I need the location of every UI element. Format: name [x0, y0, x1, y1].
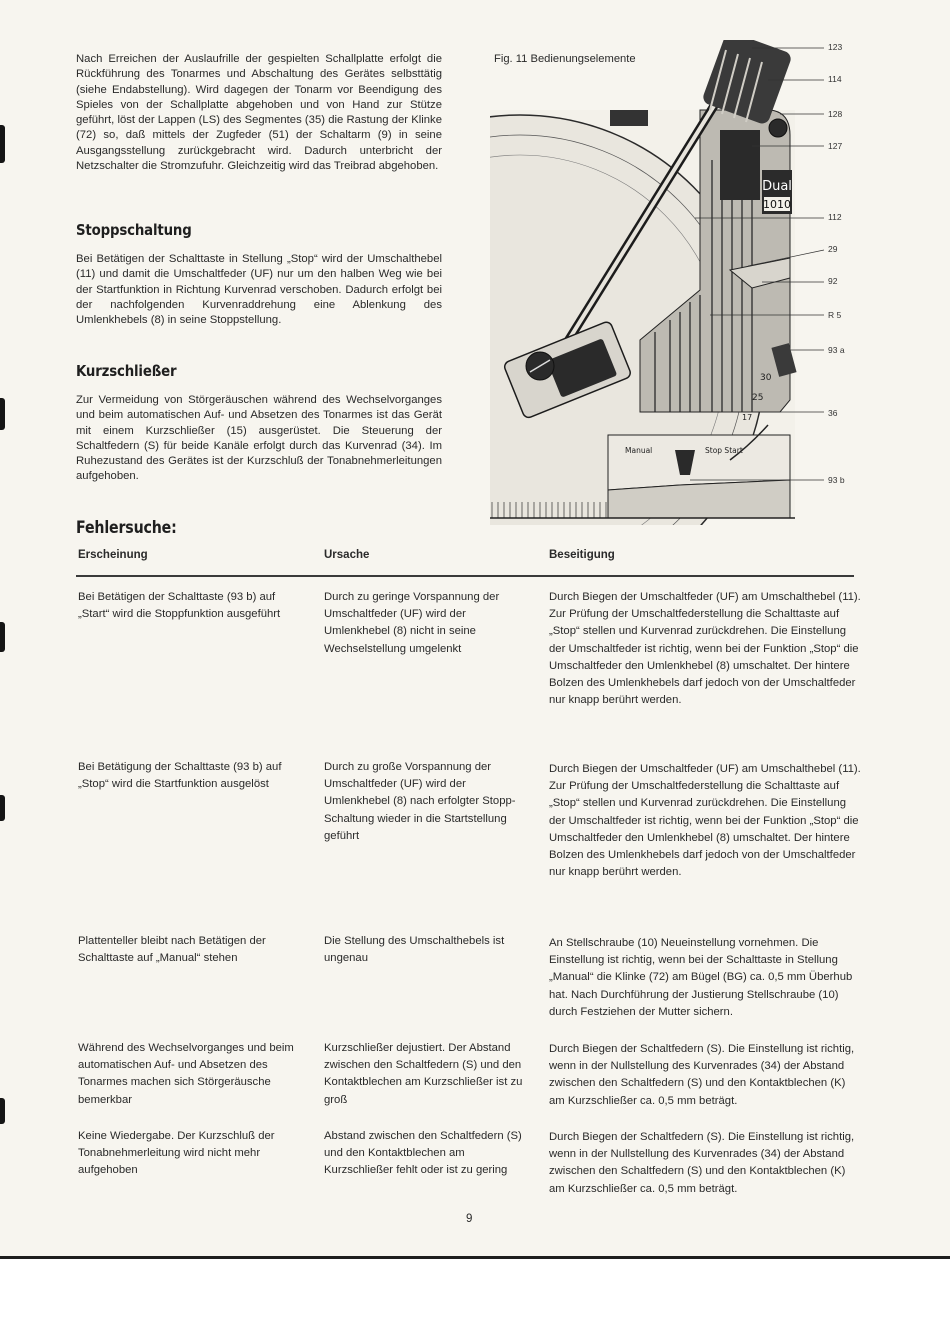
punch-hole-mark [0, 795, 5, 821]
figure-caption: Fig. 11 Bedienungselemente [494, 53, 636, 65]
manual-label: Manual [625, 446, 653, 455]
punch-hole-mark [0, 622, 5, 652]
adjust-knob [769, 119, 787, 137]
heading-kurzschliesser: Kurzschließer [76, 362, 177, 380]
scan-edge [0, 1256, 950, 1259]
table-row-1-ursache: Durch zu geringe Vorspannung der Umschaltfeder (UF) wird der Umlenkhebel (8) nicht in seine Wechselstellung umgelenkt [324, 591, 500, 655]
column-header-beseitigung: Beseitigung [549, 549, 615, 561]
table-header-rule [76, 575, 854, 577]
speed-label: 30 [760, 373, 772, 383]
kurzschliesser-text: Zur Vermeidung von Störgeräuschen während des Wechselvorganges und beim automatischen Auf- und Absetzen des Tonarmes ist das Gerät mit einem Kurzschließer (15) ausgerüstet. Die Steuerung der Schaltfedern (S) für beide Kanäle erfolgt durch das Kurvenrad (34). Im Ruhezustand des Gerätes ist der Kurzschluß der Tonabnehmerleitungen aufgehoben. [76, 394, 442, 483]
table-row-1-erscheinung: Bei Betätigen der Schalttaste (93 b) auf „Start“ wird die Stoppfunktion ausgeführt [78, 591, 281, 621]
heading-stoppschaltung: Stoppschaltung [76, 221, 192, 239]
page-number: 9 [466, 1213, 473, 1225]
callout-93b: 93 b [828, 475, 845, 485]
callout-36: 36 [828, 408, 838, 418]
table-row-2-beseitigung: Durch Biegen der Umschaltfeder (UF) am Umschalthebel (11). Zur Prüfung der Umschaltfederstellung die Schalttaste auf „Stop“ stellen und Kurvenrad zurückdrehen. Die Einstellung der Umschaltfeder ist richtig, wenn bei der Funktion „Stop“ die Umschaltfeder den Umlenkhebel (8) umschaltet. Der hintere Bolzen des Umlenkhebels darf jedoch von der Umschaltfeder nur knapp berührt werden. [549, 763, 861, 879]
callout-29: 29 [828, 244, 838, 254]
table-row-2-erscheinung: Bei Betätigung der Schalttaste (93 b) auf „Stop“ wird die Startfunktion ausgelöst [78, 761, 282, 791]
table-row-5-erscheinung: Keine Wiedergabe. Der Kurzschluß der Tonabnehmerleitung wird nicht mehr aufgehoben [78, 1130, 275, 1177]
model-number: 1010 [763, 198, 791, 211]
speed-label: 25 [752, 393, 764, 403]
table-row-4-erscheinung: Während des Wechselvorganges und beim automatischen Auf- und Absetzen des Tonarmes machen sich Störgeräusche bemerkbar [78, 1042, 294, 1106]
speed-label: 17 [742, 413, 753, 422]
table-row-3-beseitigung: An Stellschraube (10) Neueinstellung vornehmen. Die Einstellung ist richtig, wenn bei der Schalttaste in Stellung „Manual“ die Klinke (72) am Bügel (BG) ca. 0,5 mm Überhub hat. Nach Durchführung der Justierung Stellschraube (10) durch Festziehen der Mutter sichern. [549, 937, 853, 1018]
stop-start-label: Stop Start [705, 446, 743, 455]
table-row-2-ursache: Durch zu große Vorspannung der Umschaltfeder (UF) wird der Umlenkhebel (8) nach erfolgter Stopp-Schaltung wieder in die Startstellung geführt [324, 761, 516, 842]
tonearm-base [720, 130, 760, 200]
heading-fehlersuche: Fehlersuche: [76, 518, 177, 537]
table-row-3-ursache: Die Stellung des Umschalthebels ist ungenau [324, 935, 505, 965]
callout-123: 123 [828, 42, 843, 52]
turntable-figure [490, 40, 850, 525]
intro-paragraph: Nach Erreichen der Auslaufrille der gespielten Schallplatte erfolgt die Rückführung des Tonarmes und Abschaltung des Gerätes selbsttätig (siehe Endabstellung). Wird dagegen der Tonarm vor Beendigung des Spieles von der Schallplatte abgehoben und von Hand zur Stütze geführt, löst der Lappen (LS) des Segmentes (35) die Rastung der Klinke (72) so, daß mittels der Zugfeder (51) der Schaltarm (9) in seine Ausgangsstellung zurückgebracht wird. Dadurch unterbricht der Netzschalter die Stromzufuhr. Gleichzeitig wird das Treibrad abgehoben. [76, 53, 442, 173]
table-row-4-ursache: Kurzschließer dejustiert. Der Abstand zwischen den Schaltfedern (S) und den Kontaktblechen am Kurzschließer ist zu groß [324, 1042, 523, 1106]
punch-hole-mark [0, 1098, 5, 1124]
column-header-erscheinung: Erscheinung [78, 549, 148, 561]
rear-strip [610, 110, 648, 126]
callout-93a: 93 a [828, 345, 845, 355]
callout-127: 127 [828, 141, 843, 151]
callout-r5: R 5 [828, 310, 842, 320]
callout-112: 112 [828, 212, 842, 222]
punch-hole-mark [0, 398, 5, 430]
callout-114: 114 [828, 74, 842, 84]
punch-hole-mark [0, 125, 5, 163]
column-header-ursache: Ursache [324, 549, 370, 561]
table-row-5-beseitigung: Durch Biegen der Schaltfedern (S). Die Einstellung ist richtig, wenn in der Nullstellung des Kurvenrades (34) der Abstand zwischen den Schaltfedern (S) und den Kontaktblechen (K) am Kurzschließer ca. 0,5 mm beträgt. [549, 1131, 855, 1195]
callout-128: 128 [828, 109, 843, 119]
table-row-5-ursache: Abstand zwischen den Schaltfedern (S) und den Kontaktblechen am Kurzschließer fehlt oder ist zu gering [324, 1130, 522, 1177]
table-row-1-beseitigung: Durch Biegen der Umschaltfeder (UF) am Umschalthebel (11). Zur Prüfung der Umschaltfederstellung die Schalttaste auf „Stop“ stellen und Kurvenrad zurückdrehen. Die Einstellung der Umschaltfeder ist richtig, wenn bei der Funktion „Stop“ die Umschaltfeder den Umlenkhebel (8) umschaltet. Der hintere Bolzen des Umlenkhebels darf jedoch von der Umschaltfeder nur knapp berührt werden. [549, 591, 861, 707]
callout-92: 92 [828, 276, 838, 286]
brand-logo: Dual [762, 179, 792, 194]
table-row-3-erscheinung: Plattenteller bleibt nach Betätigen der Schalttaste auf „Manual“ stehen [78, 935, 266, 965]
table-row-4-beseitigung: Durch Biegen der Schaltfedern (S). Die Einstellung ist richtig, wenn in der Nullstellung des Kurvenrades (34) der Abstand zwischen den Schaltfedern (S) und den Kontaktblechen (K) am Kurzschließer ca. 0,5 mm beträgt. [549, 1043, 855, 1107]
stoppschaltung-text: Bei Betätigen der Schalttaste in Stellung „Stop“ wird der Umschalthebel (11) und damit die Umschaltfeder (UF) nur um den halben Weg wie bei der Startfunktion in Richtung Kurvenrad verschoben. Dadurch erfolgt bei der nachfolgenden Kurvenraddrehung eine Ablenkung des Umlenkhebels (8) in seine Stoppstellung. [76, 253, 442, 327]
